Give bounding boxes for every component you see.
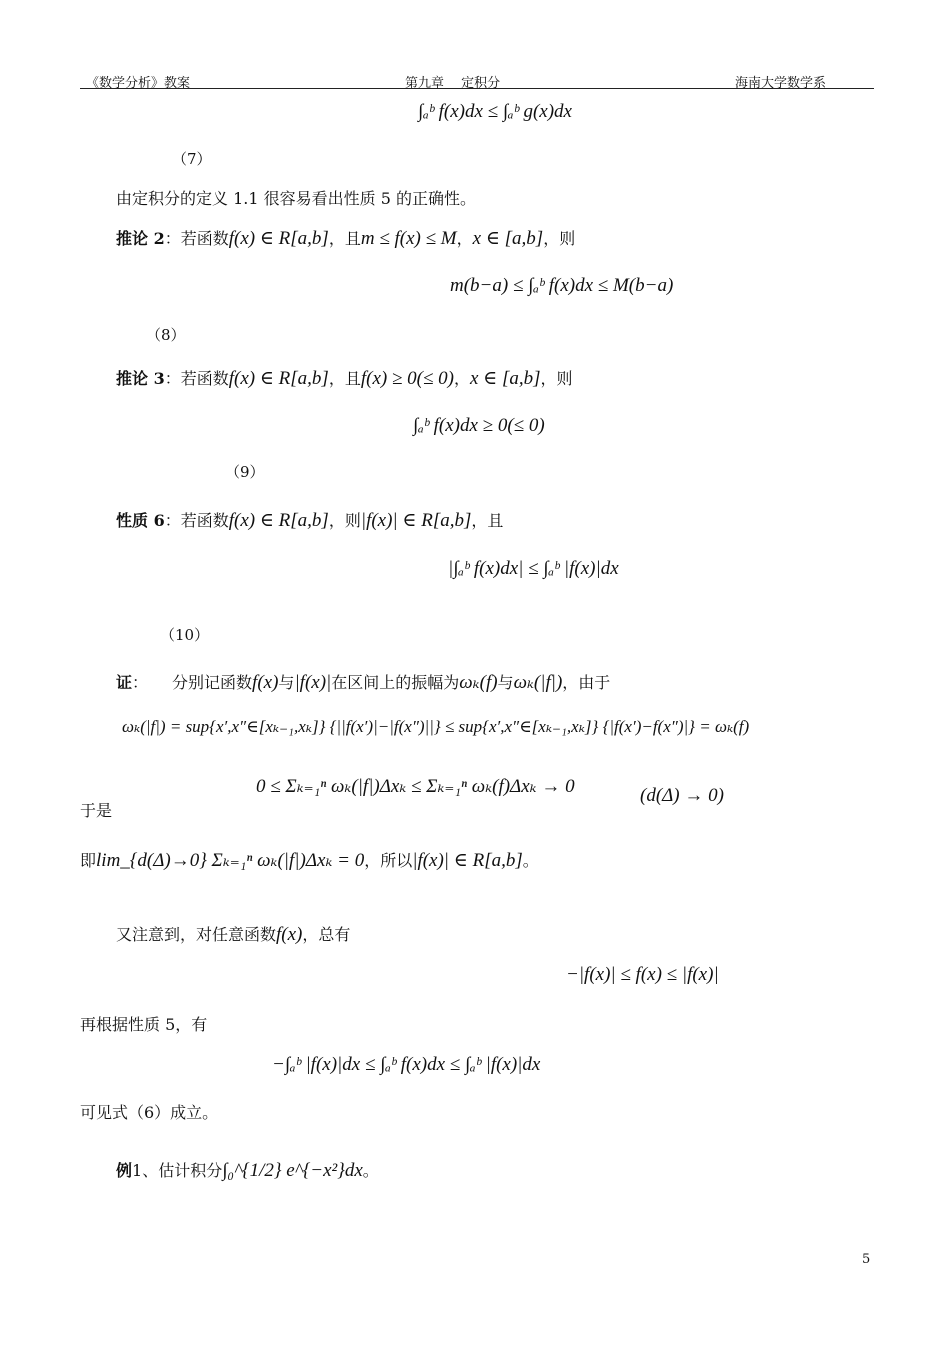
and-text: ，且 xyxy=(328,229,361,248)
paragraph-definition: 由定积分的定义 1.1 很容易看出性质 5 的正确性。 xyxy=(116,189,476,208)
colon: ： xyxy=(132,673,149,692)
formula-limit-condition: (d(Δ) → 0) xyxy=(640,785,724,806)
abs-integrable: |f(x)| ∈ R[a,b] xyxy=(360,510,472,531)
example-label: 例 xyxy=(116,1161,133,1180)
example-text: 1、估计积分 xyxy=(132,1161,223,1180)
colon: ： xyxy=(164,511,181,530)
proof-text-3: ，由于 xyxy=(562,673,611,692)
formula-limit: lim_{d(Δ)→0} Σₖ₌₁ⁿ ωₖ(|f|)Δxₖ = 0 xyxy=(96,850,365,871)
and-word: 与 xyxy=(497,673,514,692)
so-text: ，所以 xyxy=(364,851,413,870)
if-function-text: 若函数 xyxy=(180,511,229,530)
period: 。 xyxy=(362,1161,379,1180)
colon: ： xyxy=(164,369,181,388)
equation-number-8: （8） xyxy=(146,326,186,344)
bounds-condition: m ≤ f(x) ≤ M xyxy=(360,228,457,249)
proof-text-1: 分别记函数 xyxy=(172,673,253,692)
formula-integral-bound: −∫ₐᵇ |f(x)|dx ≤ ∫ₐᵇ f(x)dx ≤ ∫ₐᵇ |f(x)|dx xyxy=(272,1054,541,1075)
therefore-text: 于是 xyxy=(80,801,113,820)
property-6-label: 性质 6 xyxy=(116,511,165,530)
conclusion-text: 可见式（6）成立。 xyxy=(80,1103,219,1122)
then-text: ，则 xyxy=(540,369,573,388)
corollary-3 xyxy=(116,366,573,390)
formula-example-integral: ∫₀^{1/2} e^{−x²}dx xyxy=(222,1160,363,1181)
domain-condition: x ∈ [a,b] xyxy=(472,228,544,249)
corollary-2 xyxy=(116,226,575,250)
comma: ， xyxy=(456,229,473,248)
comma: ， xyxy=(453,369,470,388)
formula-estimate: m(b−a) ≤ ∫ₐᵇ f(x)dx ≤ M(b−a) xyxy=(450,275,674,296)
namely-text: 即 xyxy=(80,851,97,870)
formula-property-5: ∫ₐᵇ f(x)dx ≤ ∫ₐᵇ g(x)dx xyxy=(418,101,572,122)
again-text: 再根据性质 5，有 xyxy=(80,1015,208,1034)
and-word: 与 xyxy=(278,673,295,692)
formula-sum-bound: 0 ≤ Σₖ₌₁ⁿ ωₖ(|f|)Δxₖ ≤ Σₖ₌₁ⁿ ωₖ(f)Δxₖ → 0 xyxy=(256,776,575,797)
function-f: f(x) xyxy=(276,924,303,945)
header-left: 《数学分析》教案 xyxy=(86,76,191,91)
formula-sign: ∫ₐᵇ f(x)dx ≥ 0(≤ 0) xyxy=(413,415,545,436)
and-text: ，且 xyxy=(471,511,504,530)
formula-abs-bound: −|f(x)| ≤ f(x) ≤ |f(x)| xyxy=(566,964,719,985)
proof-line xyxy=(116,670,610,694)
header-right: 海南大学数学系 xyxy=(735,76,827,91)
oscillation-abs-f: ωₖ(|f|) xyxy=(513,672,563,693)
example-1 xyxy=(116,1158,379,1182)
then-text: ，则 xyxy=(328,511,361,530)
and-text: ，且 xyxy=(328,369,361,388)
equation-number-10: （10） xyxy=(160,626,210,644)
abs-integrable: |f(x)| ∈ R[a,b] xyxy=(412,850,523,871)
sign-condition: f(x) ≥ 0(≤ 0) xyxy=(360,368,454,389)
domain-condition: x ∈ [a,b] xyxy=(470,368,541,389)
period: 。 xyxy=(522,851,539,870)
note-line xyxy=(116,922,350,946)
proof-text-2: 在区间上的振幅为 xyxy=(331,673,460,692)
integrable-condition: f(x) ∈ R[a,b] xyxy=(228,368,329,389)
always-text: ，总有 xyxy=(302,925,351,944)
then-text: ，则 xyxy=(543,229,576,248)
corollary-3-label: 推论 3 xyxy=(116,369,165,388)
integrable-condition: f(x) ∈ R[a,b] xyxy=(228,510,329,531)
formula-oscillation: ωₖ(|f|) = sup{x′,x″∈[xₖ₋₁,xₖ]} {||f(x′)|−|f(x″)||} ≤ sup{x′,x″∈[xₖ₋₁,xₖ]} {|f(x′)−f(x″)|} = ωₖ(f) xyxy=(122,717,750,736)
formula-abs-integral: |∫ₐᵇ f(x)dx| ≤ ∫ₐᵇ |f(x)|dx xyxy=(448,558,619,579)
if-function-text: 若函数 xyxy=(180,229,229,248)
header-center: 第九章 定积分 xyxy=(405,76,501,91)
corollary-2-label: 推论 2 xyxy=(116,229,165,248)
oscillation-f: ωₖ(f) xyxy=(459,672,498,693)
equation-number-9: （9） xyxy=(225,463,265,481)
page-number: 5 xyxy=(862,1252,871,1267)
function-f: f(x) xyxy=(252,672,279,693)
header-rule xyxy=(80,88,874,89)
if-function-text: 若函数 xyxy=(180,369,229,388)
property-6 xyxy=(116,508,503,532)
conclusion-line xyxy=(80,848,539,872)
colon: ： xyxy=(164,229,181,248)
function-abs-f: |f(x)| xyxy=(294,672,332,693)
proof-label: 证 xyxy=(116,673,133,692)
integrable-condition: f(x) ∈ R[a,b] xyxy=(228,228,329,249)
note-text: 又注意到，对任意函数 xyxy=(116,925,277,944)
equation-number-7: （7） xyxy=(172,150,212,168)
